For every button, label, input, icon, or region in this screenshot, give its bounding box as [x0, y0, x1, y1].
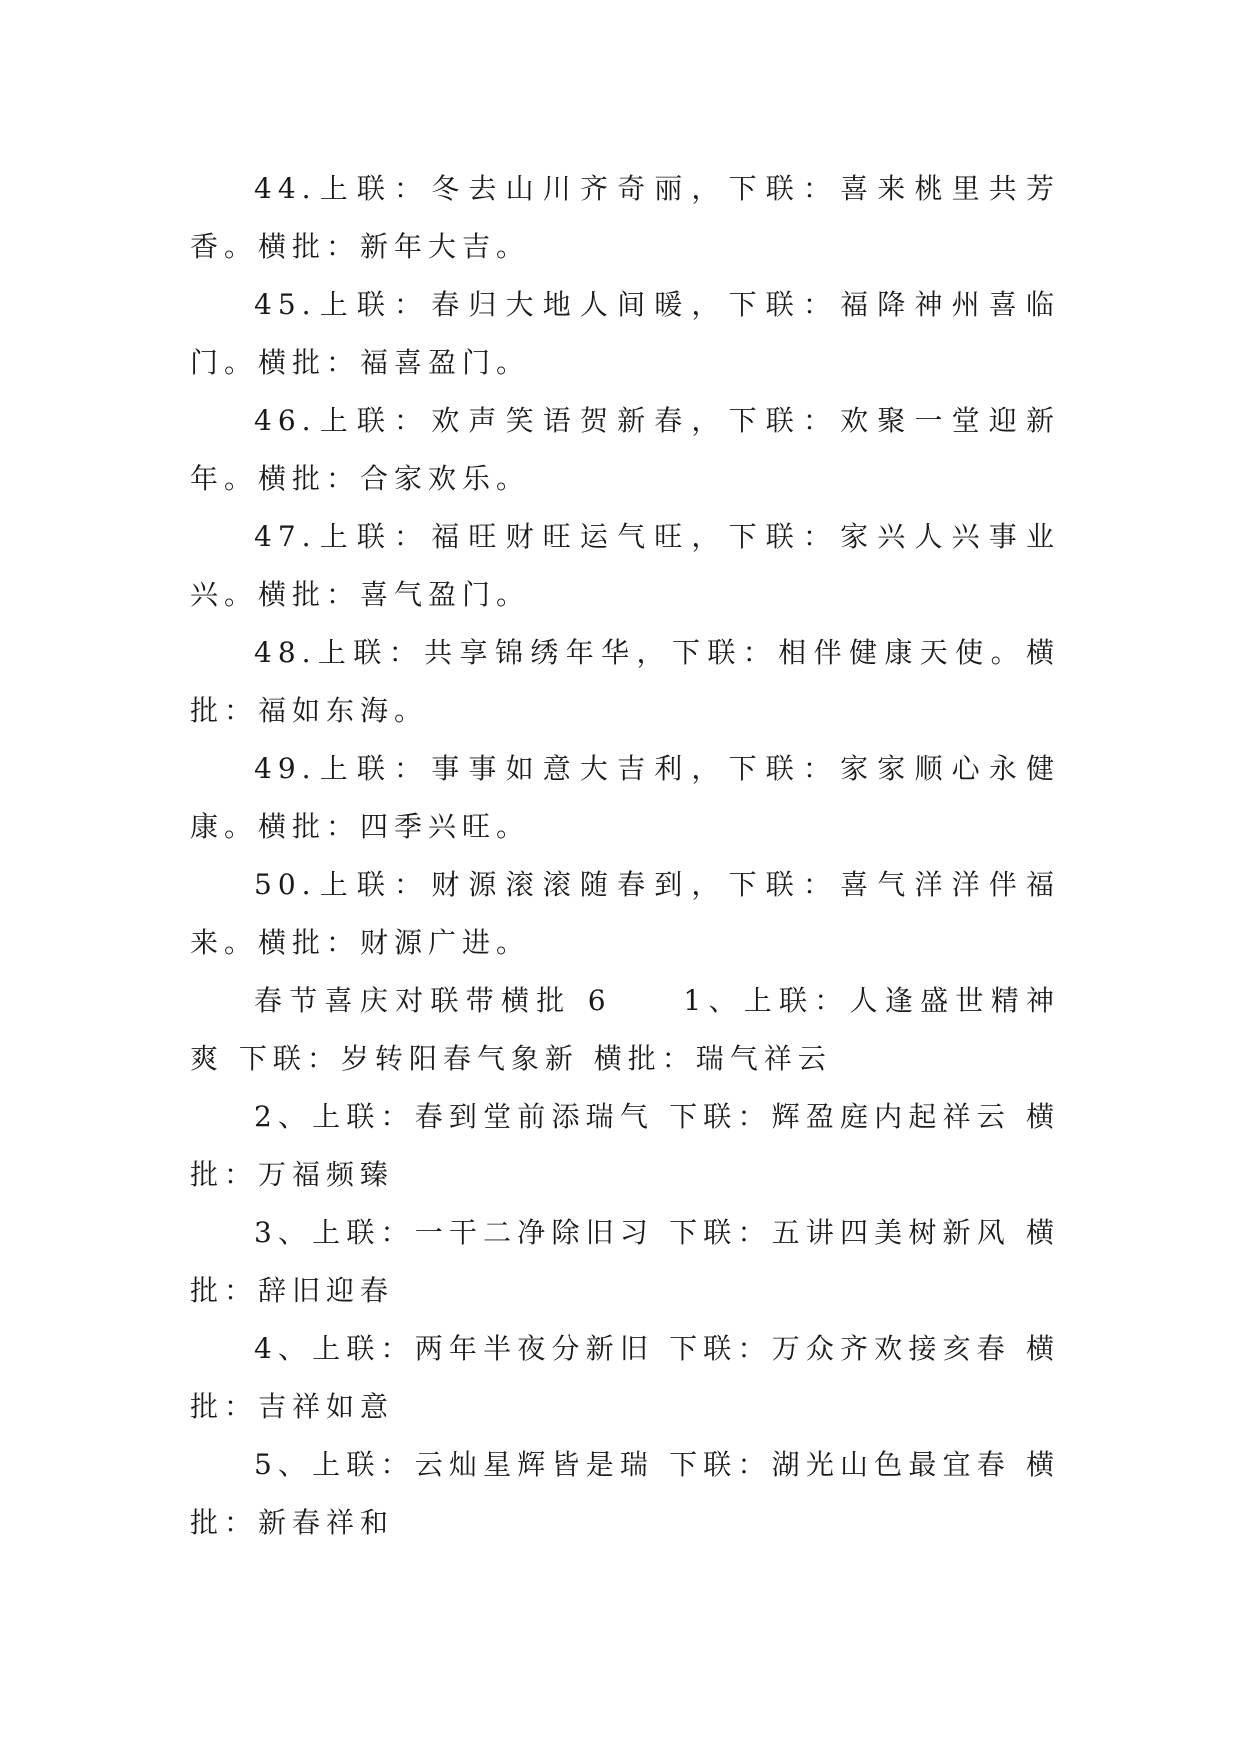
couplet-paragraph-2: 2、上联：春到堂前添瑞气 下联：辉盈庭内起祥云 横批：万福频臻: [190, 1100, 1060, 1191]
couplet-paragraph-49: 49.上联：事事如意大吉利，下联：家家顺心永健康。横批：四季兴旺。: [190, 752, 1060, 843]
couplet-paragraph-45: 45.上联：春归大地人间暖，下联：福降神州喜临门。横批：福喜盈门。: [190, 288, 1060, 379]
couplet-paragraph-4: 4、上联：两年半夜分新旧 下联：万众齐欢接亥春 横批：吉祥如意: [190, 1332, 1060, 1423]
couplet-paragraph-48: 48.上联：共享锦绣年华，下联：相伴健康天使。横批：福如东海。: [190, 636, 1060, 727]
couplet-paragraph-5: 5、上联：云灿星辉皆是瑞 下联：湖光山色最宜春 横批：新春祥和: [190, 1448, 1060, 1539]
couplet-paragraph-46: 46.上联：欢声笑语贺新春，下联：欢聚一堂迎新年。横批：合家欢乐。: [190, 404, 1060, 495]
document-page: [190, 160, 1060, 1552]
couplet-paragraph-47: 47.上联：福旺财旺运气旺，下联：家兴人兴事业兴。横批：喜气盈门。: [190, 520, 1060, 611]
couplet-paragraph-44: 44.上联：冬去山川齐奇丽，下联：喜来桃里共芳香。横批：新年大吉。: [190, 172, 1060, 263]
couplet-paragraph-3: 3、上联：一干二净除旧习 下联：五讲四美树新风 横批：辞旧迎春: [190, 1216, 1060, 1307]
couplet-paragraph-50: 50.上联：财源滚滚随春到，下联：喜气洋洋伴福来。横批：财源广进。: [190, 868, 1060, 959]
section-heading-paragraph: 春节喜庆对联带横批 6 1、上联：人逢盛世精神爽 下联：岁转阳春气象新 横批：瑞气祥云: [190, 984, 1060, 1075]
